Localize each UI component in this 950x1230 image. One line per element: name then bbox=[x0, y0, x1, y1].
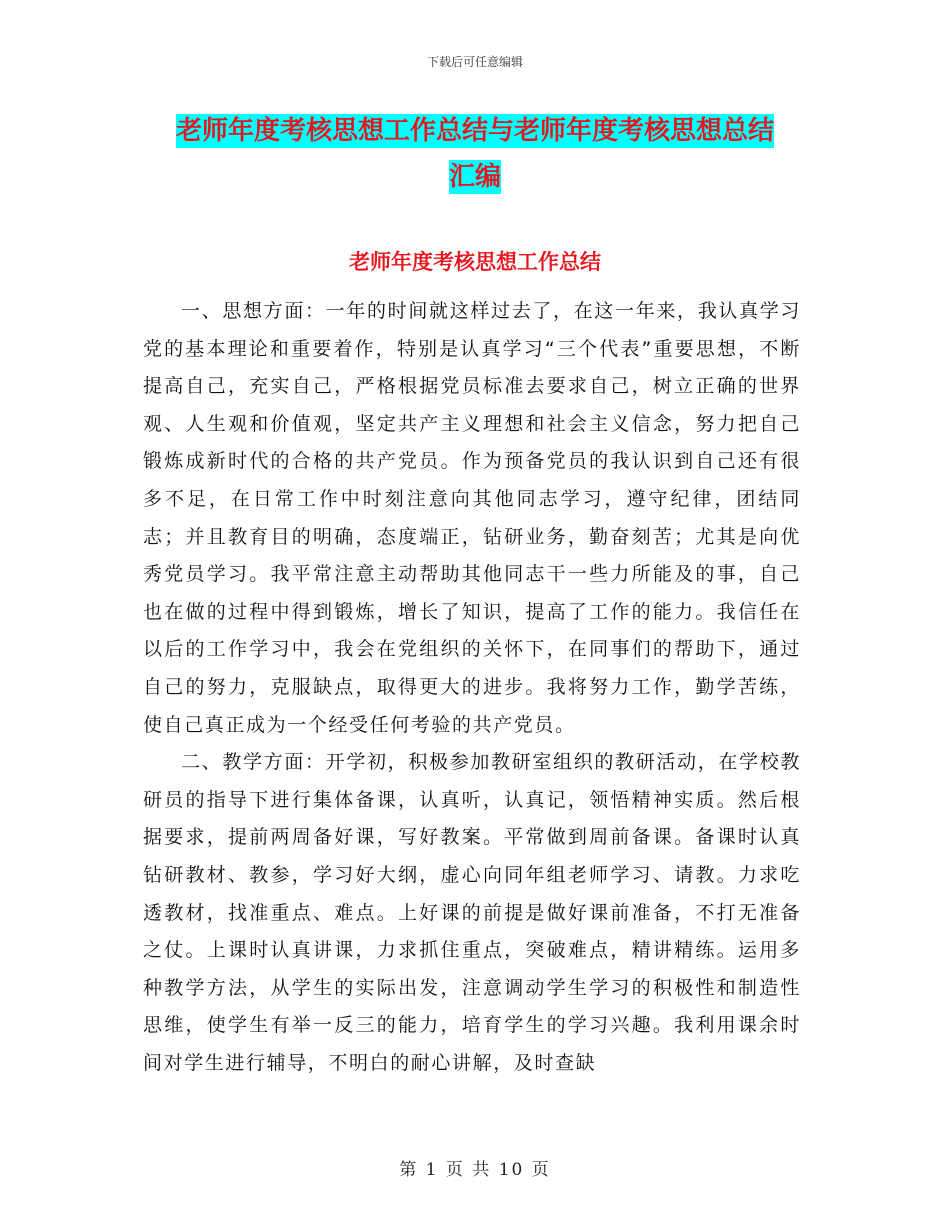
paragraph-teaching: 二、教学方面：开学初，积极参加教研室组织的教研活动，在学校教研员的指导下进行集体备课，认真听，认真记，领悟精神实质。然后根据要求，提前两周备好课，写好教案。平常做到周前备课。备课时认真钻研教材、教参，学习好大纲，虚心向同年组老师学习、请教。力求吃透教材，找准重点、难点。上好课的前提是做好课前准备，不打无准备之仗。上课时认真讲课，力求抓住重点，突破难点，精讲精练。运用多种教学方法，从学生的实际出发，注意调动学生学习的积极性和制造性思维，使学生有举一反三的能力，培育学生的学习兴趣。我利用课余时间对学生进行辅导，不明白的耐心讲解，及时查缺 bbox=[143, 751, 801, 1074]
document-title bbox=[150, 108, 800, 200]
header-note: 下载后可任意编辑 bbox=[426, 55, 523, 69]
paragraph-thought: 一、思想方面：一年的时间就这样过去了，在这一年来，我认真学习党的基本理论和重要着作，特别是认真学习“三个代表”重要思想，不断提高自己，充实自己，严格根据党员标准去要求自己，树立正确的世界观、人生观和价值观，坚定共产主义理想和社会主义信念，努力把自己锻炼成新时代的合格的共产党员。作为预备党员的我认识到自己还有很多不足，在日常工作中时刻注意向其他同志学习，遵守纪律，团结同志；并且教育目的明确，态度端正，钻研业务，勤奋刻苦；尤其是向优秀党员学习。我平常注意主动帮助其他同志干一些力所能及的事，自己也在做的过程中得到锻炼，增长了知识，提高了工作的能力。我信任在以后的工作学习中，我会在党组织的关怀下，在同事们的帮助下，通过自己的努力，克服缺点，取得更大的进步。我将努力工作，勤学苦练，使自己真正成为一个经受任何考验的共产党员。 bbox=[143, 300, 801, 736]
document-title-line1: 老师年度考核思想工作总结与老师年度考核思想总结 bbox=[175, 116, 774, 146]
document-title-line2: 汇编 bbox=[448, 162, 501, 192]
document-body bbox=[143, 293, 801, 1082]
section-title: 老师年度考核思想工作总结 bbox=[349, 250, 601, 274]
page-footer: 第 1 页 共 10 页 bbox=[399, 1160, 551, 1180]
